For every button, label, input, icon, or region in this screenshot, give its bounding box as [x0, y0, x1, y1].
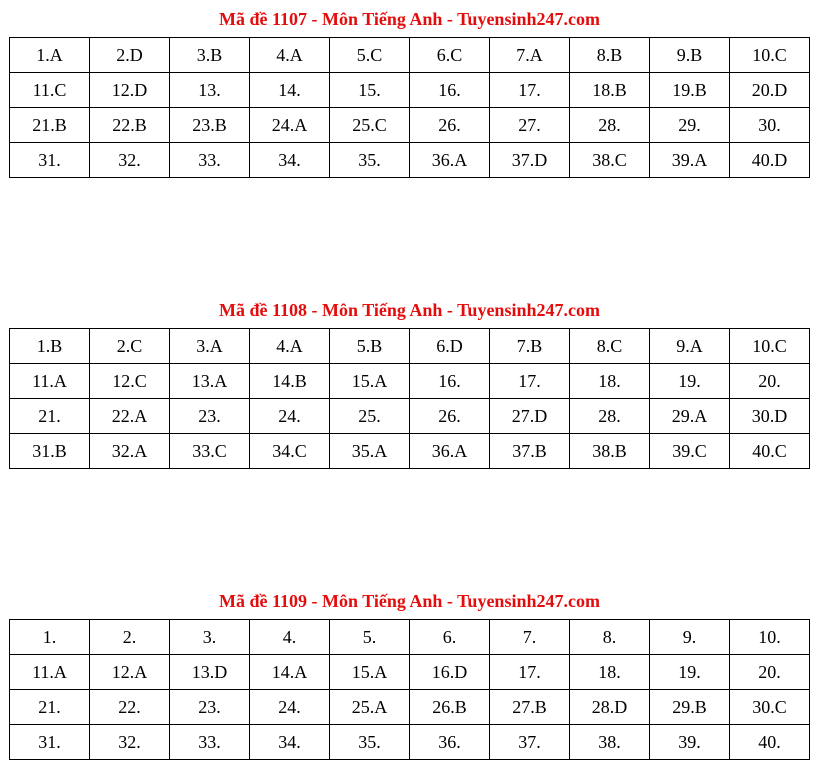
answer-cell: 37.B [490, 434, 570, 469]
answer-cell: 34. [250, 143, 330, 178]
answer-cell: 7.A [490, 38, 570, 73]
table-row [10, 108, 810, 143]
table-row [10, 620, 810, 655]
answer-cell: 14. [250, 73, 330, 108]
answer-cell: 33. [170, 143, 250, 178]
answer-cell: 16.D [410, 655, 490, 690]
table-row [10, 143, 810, 178]
answer-cell: 11.C [10, 73, 90, 108]
answer-cell: 12.A [90, 655, 170, 690]
answer-cell: 6. [410, 620, 490, 655]
answer-cell: 24.A [250, 108, 330, 143]
answer-cell: 26. [410, 399, 490, 434]
answer-cell: 36. [410, 725, 490, 760]
table-row [10, 73, 810, 108]
answer-cell: 20. [730, 655, 810, 690]
answer-cell: 7.B [490, 329, 570, 364]
answer-cell: 34. [250, 725, 330, 760]
answer-cell: 6.D [410, 329, 490, 364]
answer-cell: 7. [490, 620, 570, 655]
answer-cell: 9. [650, 620, 730, 655]
section-title: Mã đề 1109 - Môn Tiếng Anh - Tuyensinh247.com [219, 591, 600, 611]
answer-cell: 28.D [570, 690, 650, 725]
answer-cell: 18. [570, 364, 650, 399]
answer-cell: 36.A [410, 143, 490, 178]
table-row [10, 655, 810, 690]
answer-cell: 21.B [10, 108, 90, 143]
answer-cell: 27.B [490, 690, 570, 725]
answer-cell: 8.C [570, 329, 650, 364]
answer-cell: 35.A [330, 434, 410, 469]
answer-cell: 18. [570, 655, 650, 690]
answer-cell: 38.B [570, 434, 650, 469]
table-row [10, 725, 810, 760]
answer-table [9, 619, 810, 760]
answer-cell: 39.C [650, 434, 730, 469]
answer-cell: 3.A [170, 329, 250, 364]
answer-cell: 32. [90, 725, 170, 760]
answer-cell: 23. [170, 690, 250, 725]
answer-cell: 40.C [730, 434, 810, 469]
answer-cell: 3. [170, 620, 250, 655]
answer-cell: 17. [490, 655, 570, 690]
answer-cell: 5.B [330, 329, 410, 364]
answer-cell: 10. [730, 620, 810, 655]
answer-cell: 25. [330, 399, 410, 434]
answer-cell: 33. [170, 725, 250, 760]
answer-cell: 24. [250, 690, 330, 725]
table-row [10, 329, 810, 364]
answer-cell: 25.A [330, 690, 410, 725]
answer-cell: 2. [90, 620, 170, 655]
answer-cell: 14.B [250, 364, 330, 399]
answer-cell: 8.B [570, 38, 650, 73]
answer-cell: 10.C [730, 38, 810, 73]
section-title: Mã đề 1107 - Môn Tiếng Anh - Tuyensinh247.com [219, 9, 600, 29]
answer-table [9, 328, 810, 469]
answer-cell: 20. [730, 364, 810, 399]
answer-cell: 11.A [10, 655, 90, 690]
answer-cell: 37.D [490, 143, 570, 178]
answer-cell: 5. [330, 620, 410, 655]
answer-cell: 18.B [570, 73, 650, 108]
table-row [10, 399, 810, 434]
answer-cell: 17. [490, 364, 570, 399]
answer-cell: 19. [650, 364, 730, 399]
answer-cell: 29.B [650, 690, 730, 725]
answer-cell: 30.C [730, 690, 810, 725]
answer-cell: 19.B [650, 73, 730, 108]
answer-cell: 27.D [490, 399, 570, 434]
answer-cell: 35. [330, 725, 410, 760]
answer-cell: 39.A [650, 143, 730, 178]
answer-cell: 19. [650, 655, 730, 690]
table-row [10, 434, 810, 469]
answer-cell: 15.A [330, 364, 410, 399]
answer-cell: 16. [410, 364, 490, 399]
answer-cell: 37. [490, 725, 570, 760]
answer-cell: 5.C [330, 38, 410, 73]
answer-cell: 9.A [650, 329, 730, 364]
answer-cell: 13.A [170, 364, 250, 399]
answer-cell: 2.D [90, 38, 170, 73]
answer-table [9, 37, 810, 178]
answer-cell: 40.D [730, 143, 810, 178]
answer-cell: 22.B [90, 108, 170, 143]
answer-cell: 27. [490, 108, 570, 143]
answer-cell: 15. [330, 73, 410, 108]
answer-cell: 21. [10, 399, 90, 434]
answer-cell: 28. [570, 399, 650, 434]
answer-cell: 4.A [250, 38, 330, 73]
answer-cell: 31. [10, 725, 90, 760]
answer-cell: 31.B [10, 434, 90, 469]
answer-cell: 29.A [650, 399, 730, 434]
answer-cell: 10.C [730, 329, 810, 364]
answer-cell: 24. [250, 399, 330, 434]
answer-cell: 23. [170, 399, 250, 434]
answer-cell: 33.C [170, 434, 250, 469]
answer-cell: 38. [570, 725, 650, 760]
answer-cell: 28. [570, 108, 650, 143]
answer-cell: 16. [410, 73, 490, 108]
answer-cell: 26. [410, 108, 490, 143]
answer-cell: 13. [170, 73, 250, 108]
answer-cell: 36.A [410, 434, 490, 469]
answer-cell: 12.D [90, 73, 170, 108]
answer-cell: 14.A [250, 655, 330, 690]
answer-cell: 30.D [730, 399, 810, 434]
answer-cell: 4.A [250, 329, 330, 364]
answer-cell: 39. [650, 725, 730, 760]
table-row [10, 690, 810, 725]
answer-cell: 1. [10, 620, 90, 655]
table-row [10, 364, 810, 399]
answer-cell: 1.B [10, 329, 90, 364]
answer-cell: 21. [10, 690, 90, 725]
answer-cell: 25.C [330, 108, 410, 143]
answer-cell: 20.D [730, 73, 810, 108]
table-row [10, 38, 810, 73]
section-title: Mã đề 1108 - Môn Tiếng Anh - Tuyensinh247.com [219, 300, 600, 320]
answer-cell: 15.A [330, 655, 410, 690]
answer-cell: 38.C [570, 143, 650, 178]
answer-cell: 32.A [90, 434, 170, 469]
answer-cell: 8. [570, 620, 650, 655]
answer-cell: 23.B [170, 108, 250, 143]
answer-cell: 6.C [410, 38, 490, 73]
answer-cell: 30. [730, 108, 810, 143]
answer-cell: 32. [90, 143, 170, 178]
answer-cell: 40. [730, 725, 810, 760]
answer-cell: 13.D [170, 655, 250, 690]
answer-cell: 1.A [10, 38, 90, 73]
answer-cell: 22. [90, 690, 170, 725]
answer-cell: 11.A [10, 364, 90, 399]
answer-cell: 12.C [90, 364, 170, 399]
answer-cell: 29. [650, 108, 730, 143]
answer-cell: 9.B [650, 38, 730, 73]
answer-cell: 4. [250, 620, 330, 655]
answer-cell: 31. [10, 143, 90, 178]
answer-cell: 35. [330, 143, 410, 178]
answer-cell: 34.C [250, 434, 330, 469]
answer-cell: 2.C [90, 329, 170, 364]
answer-cell: 26.B [410, 690, 490, 725]
answer-cell: 22.A [90, 399, 170, 434]
answer-cell: 17. [490, 73, 570, 108]
answer-cell: 3.B [170, 38, 250, 73]
